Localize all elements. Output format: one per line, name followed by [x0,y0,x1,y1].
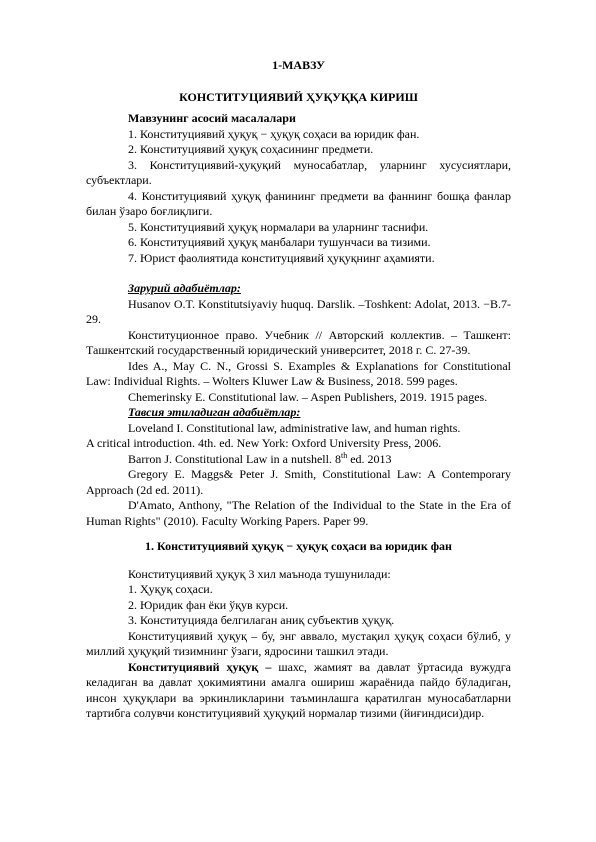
literature-item: Gregory E. Maggs& Peter J. Smith, Constitutional Law: A Contemporary Approach (2d ed. 2011). [86,467,511,497]
question-item: 3. Конституциявий-ҳуқуқий муносабатлар, уларнинг хусусиятлари, субъектлари. [86,157,511,187]
question-item: 2. Конституциявий ҳуқуқ соҳасининг предмети. [128,142,374,156]
literature-item: Barron J. Constitutional Law in a nutshell. 8th ed. 2013 [128,450,392,466]
meaning-item: 3. Конституцияда белгилаган аниқ субъектив ҳуқуқ. [128,613,395,627]
section-heading: 1. Конституциявий ҳуқуқ − ҳуқуқ соҳаси ва юридик фан [145,539,452,553]
definition-paragraph [86,660,511,722]
question-item: 7. Юрист фаолиятида конституциявий ҳуқуқнинг аҳамияти. [128,250,435,265]
meaning-item: 2. Юридик фан ёки ўқув курси. [128,597,289,612]
recommended-literature-heading: Тавсия этиладиган адабиётлар: [128,405,301,419]
topic-number: 1-МАВЗУ [272,58,325,72]
literature-item: D'Amato, Anthony, "The Relation of the Individual to the State in the Era of Human Rights" (2010). Faculty Working Papers. Paper 99. [86,498,511,528]
literature-item: Ides A., May C. N., Grossi S. Examples & Explanations for Constitutional Law: Individual Rights. – Wolters Kluwer Law & Business, 2018. 599 pages. [86,358,511,388]
literature-item: Chemerinsky E. Constitutional law. – Aspen Publishers, 2019. 1915 pages. [128,389,488,404]
question-item: 4. Конституциявий ҳуқуқ фанининг предмети ва фаннинг бошқа фанлар билан ўзаро боғлиқлиги. [86,188,511,218]
paragraph: Конституциявий ҳуқуқ – бу, энг аввало, мустақил ҳуқуқ соҳаси бўлиб, у миллий ҳуқуқий тизимнинг ўзаги, ядросини ташкил этади. [86,628,511,658]
literature-item: Husanov O.T. Konstitutsiyaviy huquq. Darslik. –Toshkent: Adolat, 2013. −B.7-29. [86,296,511,326]
literature-item: Loveland I. Constitutional law, administrative law, and human rights. [128,420,461,435]
definition-text: шахс, жамият ва давлат ўртасида вужудга келадиган ва давлат ҳокимиятини амалга ошириш жараёнида пайдо бўладиган, инсон ҳуқуқлари ва эркинликларини таъминлашга қаратилган муносабатларни тартибга солувчи конституциявий ҳуқуқий нормалар тизими (йиғиндиси)дир. [86,659,511,720]
literature-item: Конституционное право. Учебник // Авторский коллектив. – Ташкент: Ташкентский государственный юридический университет, 2018 г. С. 27-39. [86,327,511,357]
question-item: 5. Конституциявий ҳуқуқ нормалари ва уларнинг таснифи. [128,219,429,234]
literature-item: A critical introduction. 4th. ed. New York: Oxford University Press, 2006. [86,436,442,450]
questions-heading: Мавзунинг асосий масалалари [128,111,296,125]
section-intro: Конституциявий ҳуқуқ 3 хил маънода тушунилади: [128,566,391,581]
definition-term: Конституциявий ҳуқуқ – [128,659,272,674]
required-literature-heading: Зарурий адабиётлар: [128,281,241,295]
question-item: 6. Конституциявий ҳуқуқ манбалари тушунчаси ва тизими. [128,235,431,249]
topic-title: КОНСТИТУЦИЯВИЙ ҲУҚУҚҚА КИРИШ [179,89,418,104]
meaning-item: 1. Ҳуқуқ соҳаси. [128,582,213,596]
document-page [86,58,511,722]
question-item: 1. Конституциявий ҳуқуқ − ҳуқуқ соҳаси ва юридик фан. [128,126,420,141]
